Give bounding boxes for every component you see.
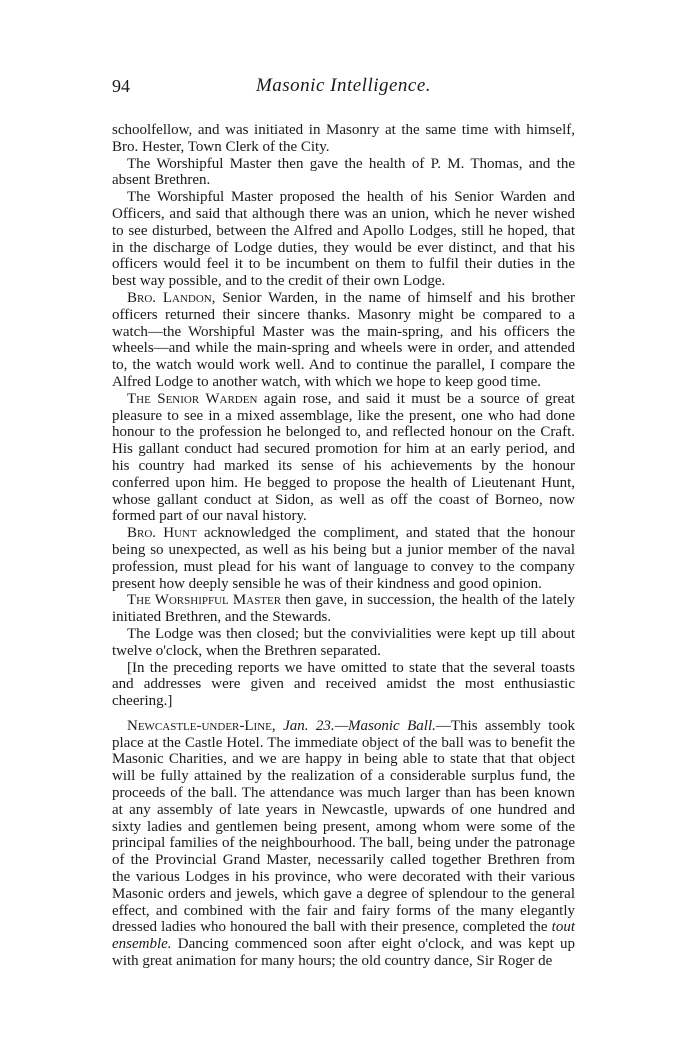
paragraph-senior-warden-toast: The Worshipful Master proposed the health of his Senior Warden and Officers, and said that although there was an union, which he never wished to see disturbed, between the Alfred and Apollo Lodges, still he hoped, that in the discharge of Lodge duties, they would be ever distinct, and that his officers would feel it to be incumbent on them to fulfil their duties in the best way possible, and to the credit of their own Lodge. xyxy=(112,189,575,290)
running-title: Masonic Intelligence. xyxy=(255,75,432,96)
speaker-name: The Worshipful Master xyxy=(127,592,282,609)
report-topic: —Masonic Ball. xyxy=(334,717,436,734)
section-gap xyxy=(112,710,575,718)
page-header xyxy=(112,75,575,104)
article-body xyxy=(112,122,575,970)
paragraph-lodge-closed: The Lodge was then closed; but the convivialities were kept up till about twelve o'clock, when the Brethren separated. xyxy=(112,625,575,659)
place-name: Newcastle-under-Line, xyxy=(127,717,276,734)
paragraph-landon-reply: Bro. Landon, Senior Warden, in the name of himself and his brother officers returned their sincere thanks. Masonry might be compared to a watch—the Worshipful Master was the main-spring, and his officers the wheels—and while the main-spring and wheels were in order, and attended to, the watch would work well. And to continue the parallel, I compare the Alfred Lodge to another watch, with which we hope to keep good time. xyxy=(112,289,575,390)
page-number: 94 xyxy=(112,76,130,96)
paragraph-thomas-toast: The Worshipful Master then gave the health of P. M. Thomas, and the absent Brethren. xyxy=(112,155,575,189)
paragraph-hunt-toast: The Senior Warden again rose, and said it must be a source of great pleasure to see in a mixed assemblage, like the present, one who had done honour to the profession he belonged to, and reflected honour on the Craft. His gallant conduct had secured promotion for him at an early period, and his country had marked its sense of his achievements by the honour conferred upon him. He begged to propose the health of Lieutenant Hunt, whose gallant conduct at Sidon, as well as off the coast of Borneo, now formed part of our naval history. xyxy=(112,390,575,525)
speaker-name: The Senior Warden xyxy=(127,390,258,407)
report-date: Jan. 23. xyxy=(275,717,335,734)
speaker-name: Bro. Hunt xyxy=(127,525,197,542)
paragraph-brethren-toast: The Worshipful Master then gave, in succession, the health of the lately initiated Brethren, and the Stewards. xyxy=(112,592,575,626)
paragraph-editor-note: [In the preceding reports we have omitted to state that the several toasts and addresses were given and received amidst the most enthusiastic cheering.] xyxy=(112,659,575,710)
paragraph-schoolfellow: schoolfellow, and was initiated in Masonry at the same time with himself, Bro. Hester, Town Clerk of the City. xyxy=(112,122,575,155)
speaker-name: Bro. Landon, xyxy=(127,289,216,306)
emphasis-phrase: tout ensemble. xyxy=(112,919,575,953)
paragraph-hunt-reply: Bro. Hunt acknowledged the compliment, and stated that the honour being so unexpected, as well as his being but a junior member of the naval profession, must plead for his want of language to convey to the company present how deeply sensible he was of their kindness and good opinion. xyxy=(112,525,575,592)
paragraph-masonic-ball: Newcastle-under-Line, Jan. 23.—Masonic Ball.—This assembly took place at the Castle Hotel. The immediate object of the ball was to benefit the Masonic Charities, and we are happy in being able to state that that object will be fully attained by the realization of a considerable surplus fund, the proceeds of the ball. The attendance was much larger than has been known at any assembly of late years in Newcastle, upwards of one hundred and sixty ladies and gentlemen being present, among whom were some of the principal families of the neighbourhood. The ball, being under the patronage of the Provincial Grand Master, necessarily called together Brethren from the various Lodges in his province, who were decorated with their various Masonic orders and jewels, which gave a degree of splendour to the general effect, and combined with the fair and fairy forms of the many elegantly dressed ladies who honoured the ball with their presence, completed the tout ensemble. Dancing commenced soon after eight o'clock, and was kept up with great animation for many hours; the old country dance, Sir Roger de xyxy=(112,717,575,970)
